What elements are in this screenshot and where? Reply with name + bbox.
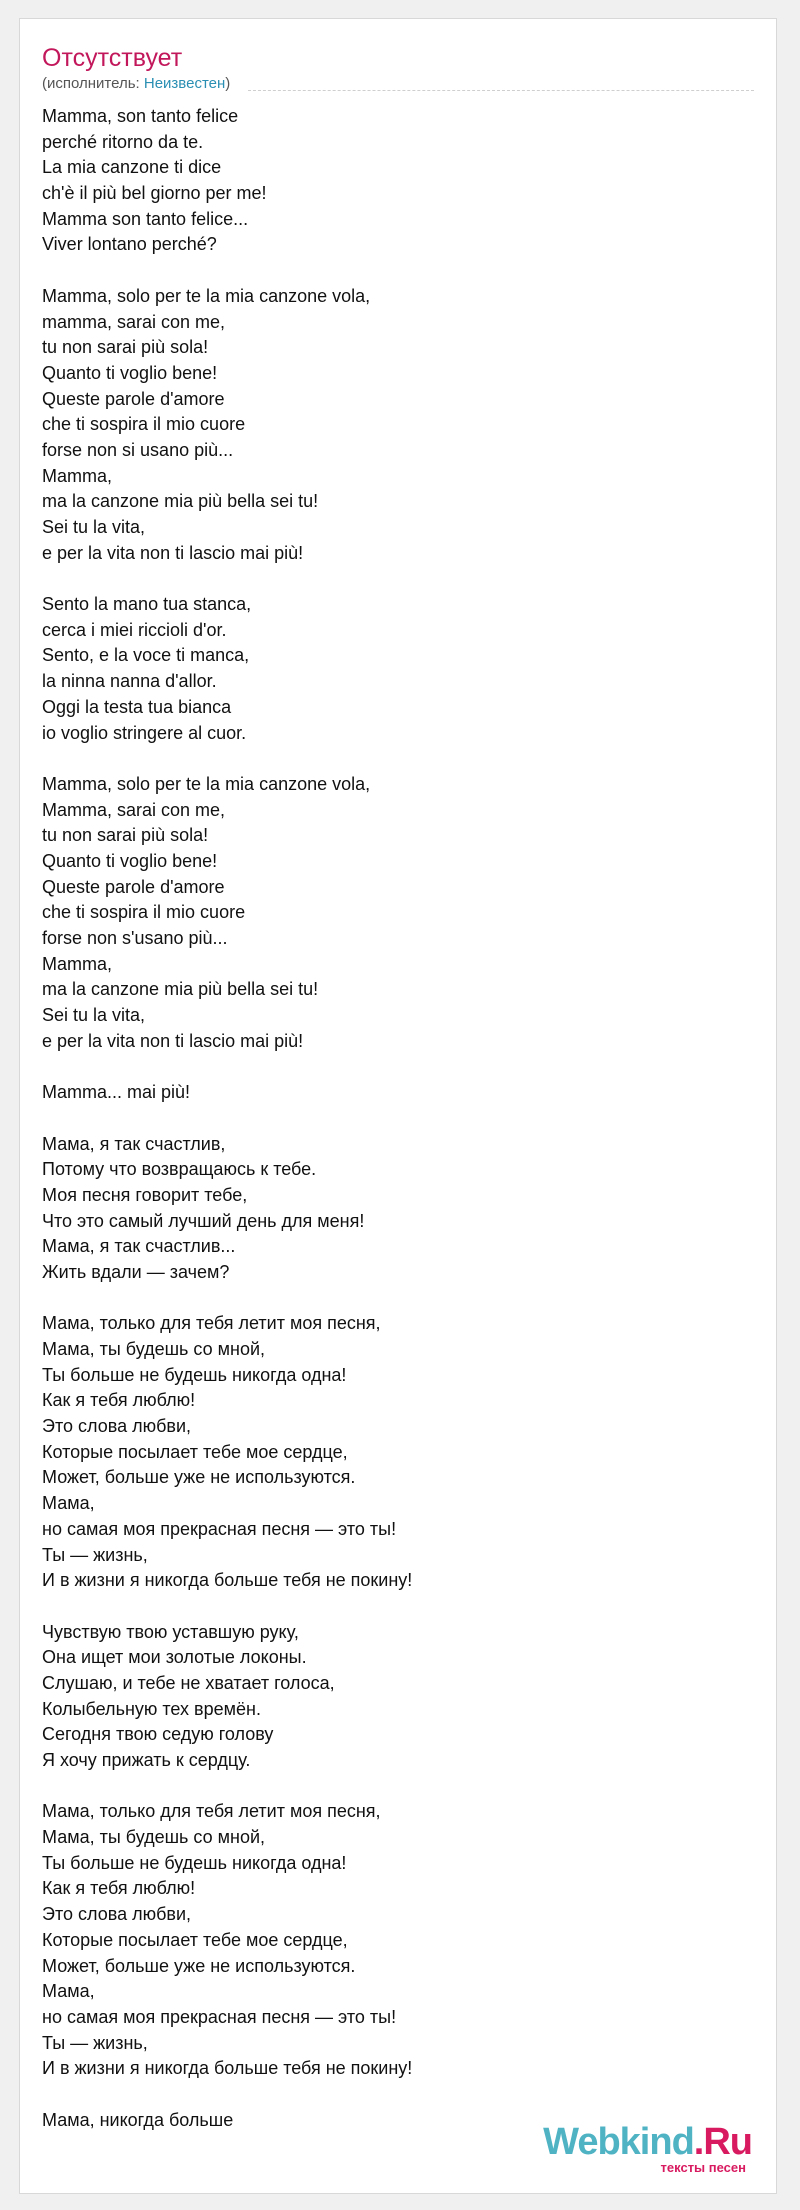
lyric-line: Может, больше уже не используются. (42, 1955, 356, 1976)
lyric-line: Мама, ты будешь со мной, (42, 1827, 266, 1848)
lyric-line: И в жизни я никогда больше тебя не покину! (42, 1570, 413, 1591)
lyric-line: Жить вдали — зачем? (42, 1261, 230, 1282)
lyric-line: Я хочу прижать к сердцу. (42, 1750, 251, 1770)
lyric-line: ch'è il più bel giorno per me! (42, 183, 267, 204)
lyric-line: Мама, только для тебя летит моя песня, (42, 1313, 381, 1334)
lyric-line: e per la vita non ti lascio mai più! (42, 542, 304, 563)
lyric-line: Sento la mano tua stanca, (42, 594, 252, 615)
lyric-line: Может, больше уже не используются. (42, 1467, 356, 1488)
lyric-line: Queste parole d'amore (42, 388, 225, 409)
lyric-line: Чувствую твою уставшую руку, (42, 1621, 299, 1642)
lyrics-card (19, 18, 777, 2194)
lyric-line: Mamma, son tanto felice (42, 106, 239, 126)
lyric-line: Которые посылает тебе мое сердце, (42, 1929, 348, 1950)
lyric-line: Которые посылает тебе мое сердце, (42, 1441, 348, 1462)
lyric-line: Мама, никогда больше (42, 2109, 234, 2130)
performer-prefix: (исполнитель: (42, 75, 144, 92)
lyric-line: Мама, я так счастлив, (42, 1133, 226, 1154)
lyric-line: И в жизни я никогда больше тебя не покину! (42, 2058, 413, 2079)
lyric-line: Mamma, sarai con me, (42, 799, 226, 820)
lyric-line: Sei tu la vita, (42, 517, 146, 537)
lyric-line: Что это самый лучший день для меня! (42, 1210, 365, 1231)
lyric-line: Слушаю, и тебе не хватает голоса, (42, 1672, 335, 1693)
stanza-gap (42, 1286, 754, 1312)
performer-suffix: ) (225, 75, 231, 92)
lyric-line: Как я тебя люблю! (42, 1878, 196, 1899)
lyric-line: ma la canzone mia più bella sei tu! (42, 979, 319, 1000)
lyric-line: Mamma, solo per te la mia canzone vola, (42, 773, 371, 794)
lyric-line: perché ritorno da te. (42, 131, 204, 152)
lyric-line: io voglio stringere al cuor. (42, 722, 247, 743)
lyric-line: Mamma, (42, 953, 113, 974)
lyric-line: Quanto ti voglio bene! (42, 850, 218, 871)
lyric-line: Mamma, solo per te la mia canzone vola, (42, 285, 371, 306)
lyric-line: Oggi la testa tua bianca (42, 696, 232, 717)
lyric-line: forse non s'usano più... (42, 928, 228, 948)
stanza-gap (42, 1106, 754, 1132)
lyric-line: mamma, sarai con me, (42, 311, 226, 332)
lyric-line: La mia canzone ti dice (42, 157, 222, 178)
logo-tld: .Ru (693, 2121, 752, 2163)
lyric-line: Мама, ты будешь со мной, (42, 1339, 266, 1359)
lyric-line: но самая моя прекрасная песня — это ты! (42, 1518, 397, 1539)
stanza-gap (42, 258, 754, 284)
stanza-gap (42, 1774, 754, 1800)
lyric-line: Мама, я так счастлив... (42, 1236, 236, 1257)
lyric-line: но самая моя прекрасная песня — это ты! (42, 2006, 397, 2027)
lyric-line: tu non sarai più sola! (42, 337, 209, 358)
lyric-line: Ты больше не будешь никогда одна! (42, 1852, 347, 1873)
stanza-gap (42, 1594, 754, 1620)
lyric-line: Mamma... mai più! (42, 1082, 191, 1103)
song-title: Отсутствует (42, 44, 183, 72)
logo-tagline: тексты песен (660, 2160, 746, 2175)
lyric-line: Sei tu la vita, (42, 1005, 146, 1026)
lyric-line: cerca i miei riccioli d'or. (42, 619, 227, 640)
lyric-line: Ты — жизнь, (42, 1544, 148, 1565)
stanza-gap (42, 566, 754, 592)
lyric-line: Это слова любви, (42, 1904, 192, 1925)
lyric-line: Как я тебя люблю! (42, 1390, 196, 1411)
lyric-line: tu non sarai più sola! (42, 825, 209, 846)
lyric-line: forse non si usano più... (42, 439, 234, 460)
lyric-line: Сегодня твою седую голову (42, 1724, 274, 1745)
logo-wordmark (543, 2121, 752, 2163)
lyric-line: Мама, (42, 1493, 95, 1514)
lyric-line: Потому что возвращаюсь к тебе. (42, 1159, 317, 1180)
header-divider (248, 90, 754, 91)
lyric-line: Мама, только для тебя летит моя песня, (42, 1801, 381, 1822)
performer-link[interactable]: Неизвестен (143, 75, 226, 92)
lyrics-text (42, 104, 754, 2133)
lyric-line: che ti sospira il mio cuore (42, 414, 246, 435)
site-logo[interactable] (543, 2121, 752, 2175)
lyric-line: la ninna nanna d'allor. (42, 671, 217, 692)
lyric-line: Она ищет мои золотые локоны. (42, 1647, 307, 1668)
lyric-line: Это слова любви, (42, 1416, 192, 1437)
lyric-line: ma la canzone mia più bella sei tu! (42, 491, 319, 512)
lyric-line: Quanto ti voglio bene! (42, 362, 218, 383)
lyric-line: Колыбельную тех времён. (42, 1698, 261, 1719)
stanza-gap (42, 1054, 754, 1080)
lyric-line: Queste parole d'amore (42, 876, 225, 897)
lyric-line: Sento, e la voce ti manca, (42, 645, 250, 666)
lyric-line: Mamma, (42, 465, 113, 486)
lyric-line: Мама, (42, 1981, 95, 2002)
lyric-line: Mamma son tanto felice... (42, 208, 249, 229)
lyric-line: e per la vita non ti lascio mai più! (42, 1030, 304, 1051)
stanza-gap (42, 2082, 754, 2108)
performer-line (42, 74, 230, 94)
lyric-line: Ты больше не будешь никогда одна! (42, 1364, 347, 1385)
logo-name: Webkind (543, 2121, 694, 2163)
lyric-line: Viver lontano perché? (42, 234, 217, 255)
lyric-line: che ti sospira il mio cuore (42, 902, 246, 923)
lyric-line: Ты — жизнь, (42, 2032, 148, 2053)
stanza-gap (42, 746, 754, 772)
lyric-line: Моя песня говорит тебе, (42, 1184, 248, 1205)
